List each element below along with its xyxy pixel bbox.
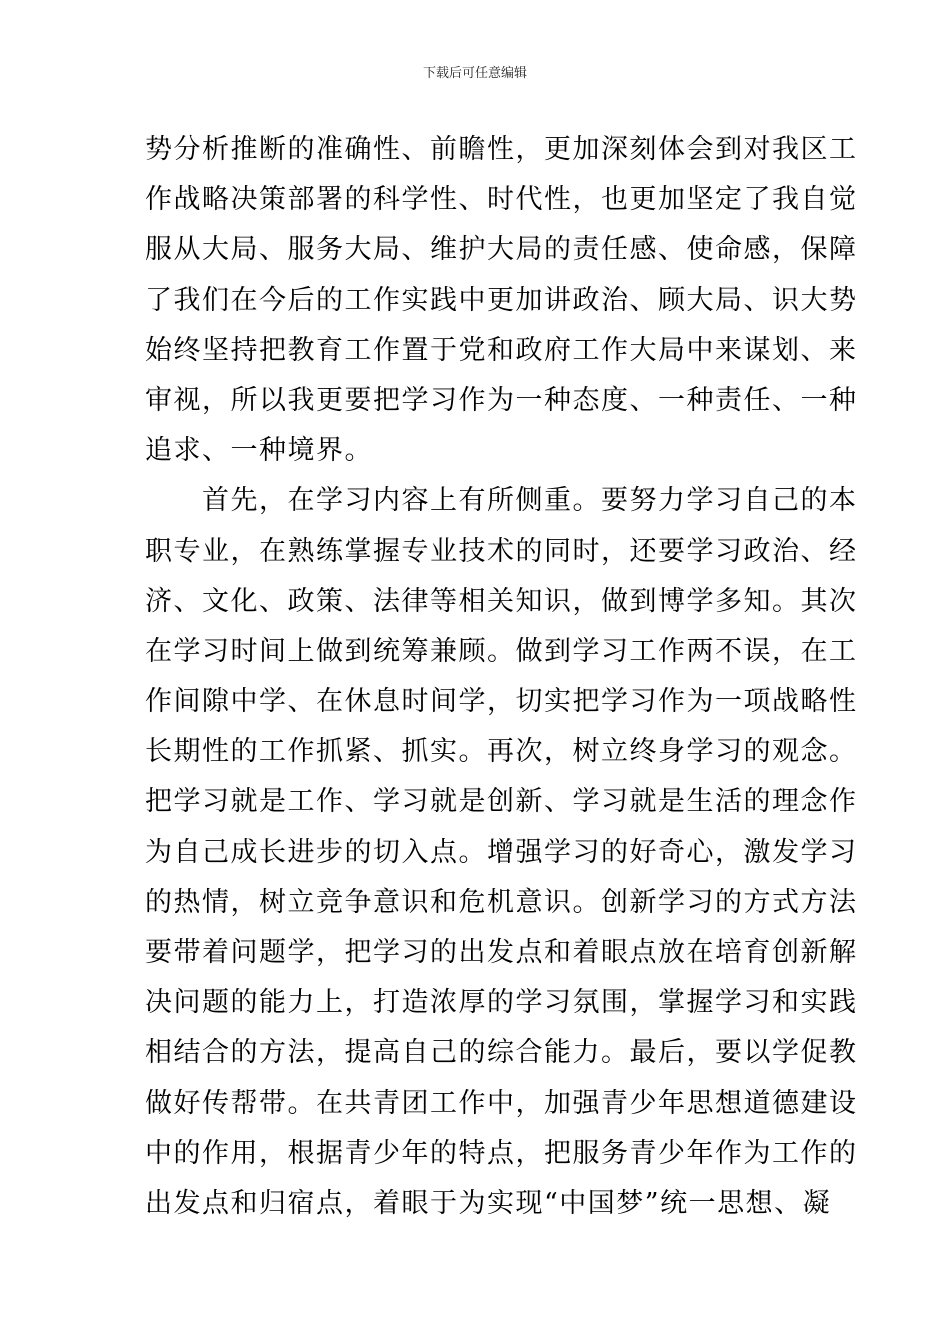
text-line: 始终坚持把教育工作置于党和政府工作大局中来谋划、来 [145, 334, 858, 366]
text-line: 把学习就是工作、学习就是创新、学习就是生活的理念作 [145, 786, 858, 818]
text-line: 首先，在学习内容上有所侧重。要努力学习自己的本 [145, 485, 858, 517]
text-line: 作间隙中学、在休息时间学，切实把学习作为一项战略性 [145, 686, 858, 718]
text-line: 在学习时间上做到统筹兼顾。做到学习工作两不误，在工 [145, 635, 858, 667]
text-line: 职专业，在熟练掌握专业技术的同时，还要学习政治、经 [145, 535, 858, 567]
page-header: 下载后可任意编辑 [422, 66, 527, 81]
text-line: 中的作用，根据青少年的特点，把服务青少年作为工作的 [145, 1137, 858, 1169]
text-line: 的热情，树立竞争意识和危机意识。创新学习的方式方法 [145, 886, 858, 918]
text-line: 追求、一种境界。 [145, 435, 373, 467]
text-line: 决问题的能力上，打造浓厚的学习氛围，掌握学习和实践 [145, 987, 858, 1019]
text-line: 做好传帮带。在共青团工作中，加强青少年思想道德建设 [145, 1087, 858, 1119]
text-line: 长期性的工作抓紧、抓实。再次，树立终身学习的观念。 [145, 736, 858, 768]
text-line: 势分析推断的准确性、前瞻性，更加深刻体会到对我区工 [145, 134, 858, 165]
text-line: 出发点和归宿点，着眼于为实现“中国梦”统一思想、凝 [145, 1187, 832, 1219]
text-line: 审视，所以我更要把学习作为一种态度、一种责任、一种 [145, 384, 858, 416]
text-line: 济、文化、政策、法律等相关知识，做到博学多知。其次 [145, 585, 858, 617]
text-line: 要带着问题学，把学习的出发点和着眼点放在培育创新解 [145, 937, 858, 968]
text-line: 相结合的方法，提高自己的综合能力。最后，要以学促教 [145, 1037, 858, 1069]
text-line: 了我们在今后的工作实践中更加讲政治、顾大局、识大势 [145, 284, 858, 316]
text-line: 为自己成长进步的切入点。增强学习的好奇心，激发学习 [145, 836, 858, 868]
body-text [145, 125, 858, 1229]
text-line: 服从大局、服务大局、维护大局的责任感、使命感，保障 [145, 234, 858, 266]
text-line: 作战略决策部署的科学性、时代性，也更加坚定了我自觉 [145, 184, 858, 216]
